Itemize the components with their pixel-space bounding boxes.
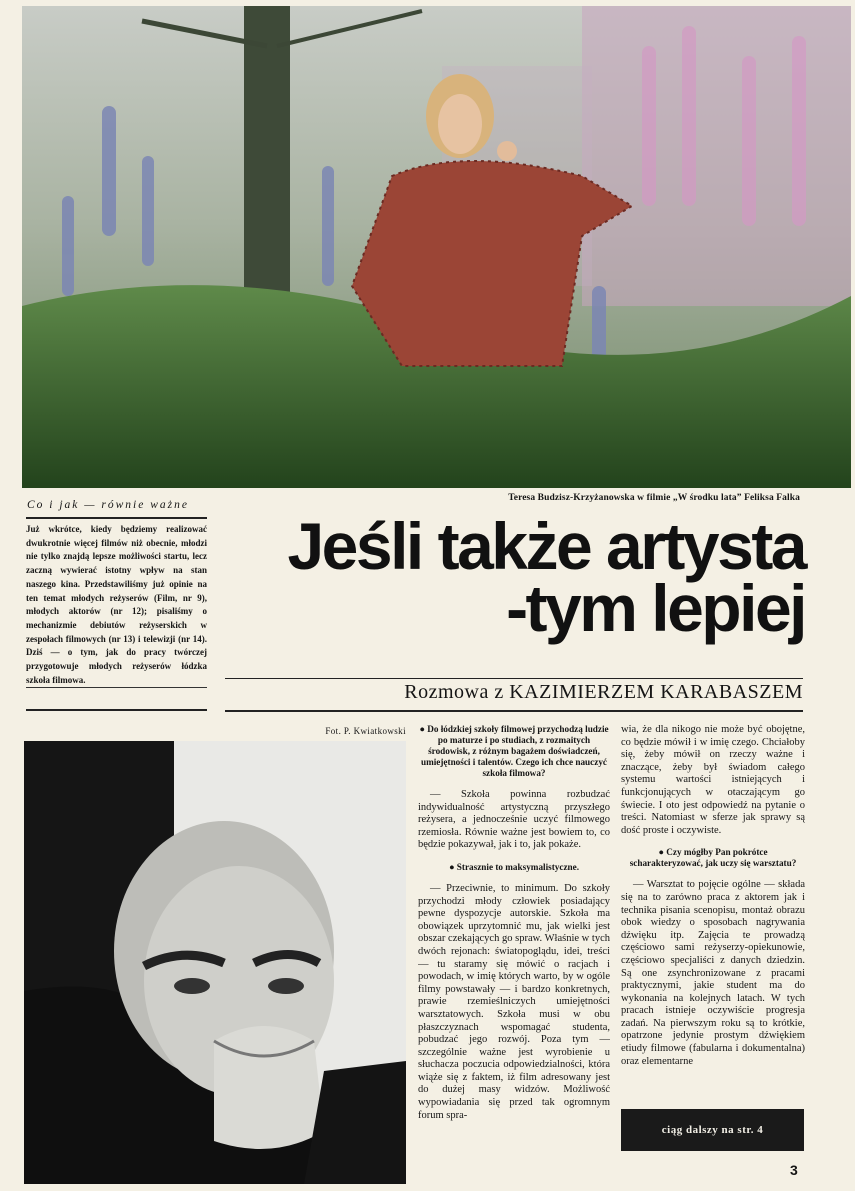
meadow-photo-illustration bbox=[22, 6, 851, 488]
question-1: ● Do łódzkiej szkoły filmowej przychodzą ludzie po maturze i po studiach, z rozmaitych środowisk, z różnym bagażem doświadczeń, umiejętności i talentów. Czego ich chce nauczyć szkoła filmowa? bbox=[419, 724, 609, 778]
answer-2: — Przeciwnie, to minimum. Do szkoły przychodzi młody człowiek posiadający pewne dyspozycje autorskie. Szkoła ma obowiązek uprzytomnić mu, jak wielki jest obszar czekających go spraw. Właśnie w tych dwóch rejonach: światopoglądu, idei, treści — tu staramy się mówić o racjach i powodach, w imię których warto, by w ogóle filmy powstawały — i bardzo konkretnych, prawie rzemieślniczych umiejętności warsztatowych. Szkoła musi w obu płaszczyznach wspomagać studenta, pobudzać jego rozwój. Poza tym — szczególnie ważne jest wyrobienie u słuchacza poczucia odpowiedzialności, która wiąże się z faktem, iż film adresowany jest do dużej masy widzów. Możliwość wypowiadania się przed tak ogromnym forum spra- bbox=[418, 882, 610, 1121]
page-number: 3 bbox=[790, 1162, 798, 1178]
intro-sidebar bbox=[26, 523, 207, 707]
headline-rule-bottom bbox=[225, 710, 803, 712]
portrait-photo-illustration bbox=[24, 741, 406, 1184]
photo-woman-in-meadow bbox=[22, 6, 851, 488]
headline-line-1: Jeśli także artysta bbox=[287, 509, 805, 583]
photo-portrait-man bbox=[24, 741, 406, 1184]
subhead-name: KAZIMIERZEM KARABASZEM bbox=[509, 681, 803, 703]
subheadline bbox=[225, 681, 803, 704]
text-column-1 bbox=[418, 724, 610, 1184]
answer-3: — Warsztat to pojęcie ogólne — składa się na to zarówno praca z aktorem jak i technika pisania scenopisu, montaż obrazu obok wiedzy o sposobach nagrywania dźwięku itp. Zajęcia te prowadzą częściowo sami reżyserzy-opiekunowie, częściowo specjaliści z danych dziedzin. Są one zsynchronizowane z pracami praktycznymi, jakie student ma do wykonania na kolejnych latach. W tych pracach istnieje oczywiście progresja zadań. Na pierwszym roku są to krótkie, opatrzone jedynie prostym dźwiękiem etiudy filmowe (fabularna i dokumentalna) oraz elementarne bbox=[621, 879, 805, 1067]
answer-2-continued: wia, że dla nikogo nie może być obojętne, co będzie mówił i w imię czego. Chciałoby się, żeby mówił on rzeczy ważne i znaczące, żeby był świadom całego systemu wartości istniejących i funkcjonujących w otaczającym go świecie. I oto jest odpowiedź na pytanie o treści. Natomiast w sferze jak sprawy są dość proste i oczywiste. bbox=[621, 724, 805, 836]
subhead-prefix: Rozmowa z bbox=[404, 681, 504, 703]
headline-rule-top bbox=[225, 678, 803, 679]
photo-caption: Teresa Budzisz-Krzyżanowska w filmie „W środku lata” Feliksa Falka bbox=[508, 493, 800, 503]
headline-line-2: -tym lepiej bbox=[506, 571, 805, 645]
text-column-2 bbox=[621, 724, 805, 1109]
sidebar-rule-top bbox=[26, 517, 207, 519]
question-3: ● Czy mógłby Pan pokrótce scharakteryzować, jak uczy się warsztatu? bbox=[629, 847, 797, 869]
headline bbox=[225, 509, 805, 645]
answer-1: — Szkoła powinna rozbudzać indywidualność artystyczną przyszłego reżysera, a jednocześnie uczyć filmowego rzemiosła. Równie ważne jest bowiem to, co będzie pokazywał, jak i to, jak pokaże. bbox=[418, 789, 610, 851]
intro-text: Już wkrótce, kiedy będziemy realizować dwukrotnie więcej filmów niż obecnie, młodzi nie tylko znajdą lepsze możliwości startu, lecz zaczną wywierać istotny wpływ na stan naszego kina. Przedstawiliśmy już opinie na ten temat młodych reżyserów (Film, nr 9), młodych aktorów (nr 12); pisaliśmy o mechanizmie debiutów reżyserskich w zespołach filmowych (nr 13) i telewizji (nr 14). Dziś — o tym, jak do pracy twórczej przygotowuje młodych reżyserów łódzka szkoła filmowa. bbox=[26, 523, 207, 688]
photo-credit: Fot. P. Kwiatkowski bbox=[325, 726, 406, 736]
sidebar-rule-bottom bbox=[26, 709, 207, 711]
continued-on-page-box bbox=[621, 1109, 804, 1151]
section-kicker: Co i jak — równie ważne bbox=[27, 499, 189, 511]
continued-label: ciąg dalszy na str. 4 bbox=[661, 1124, 764, 1136]
question-2: ● Strasznie to maksymalistyczne. bbox=[448, 861, 580, 872]
